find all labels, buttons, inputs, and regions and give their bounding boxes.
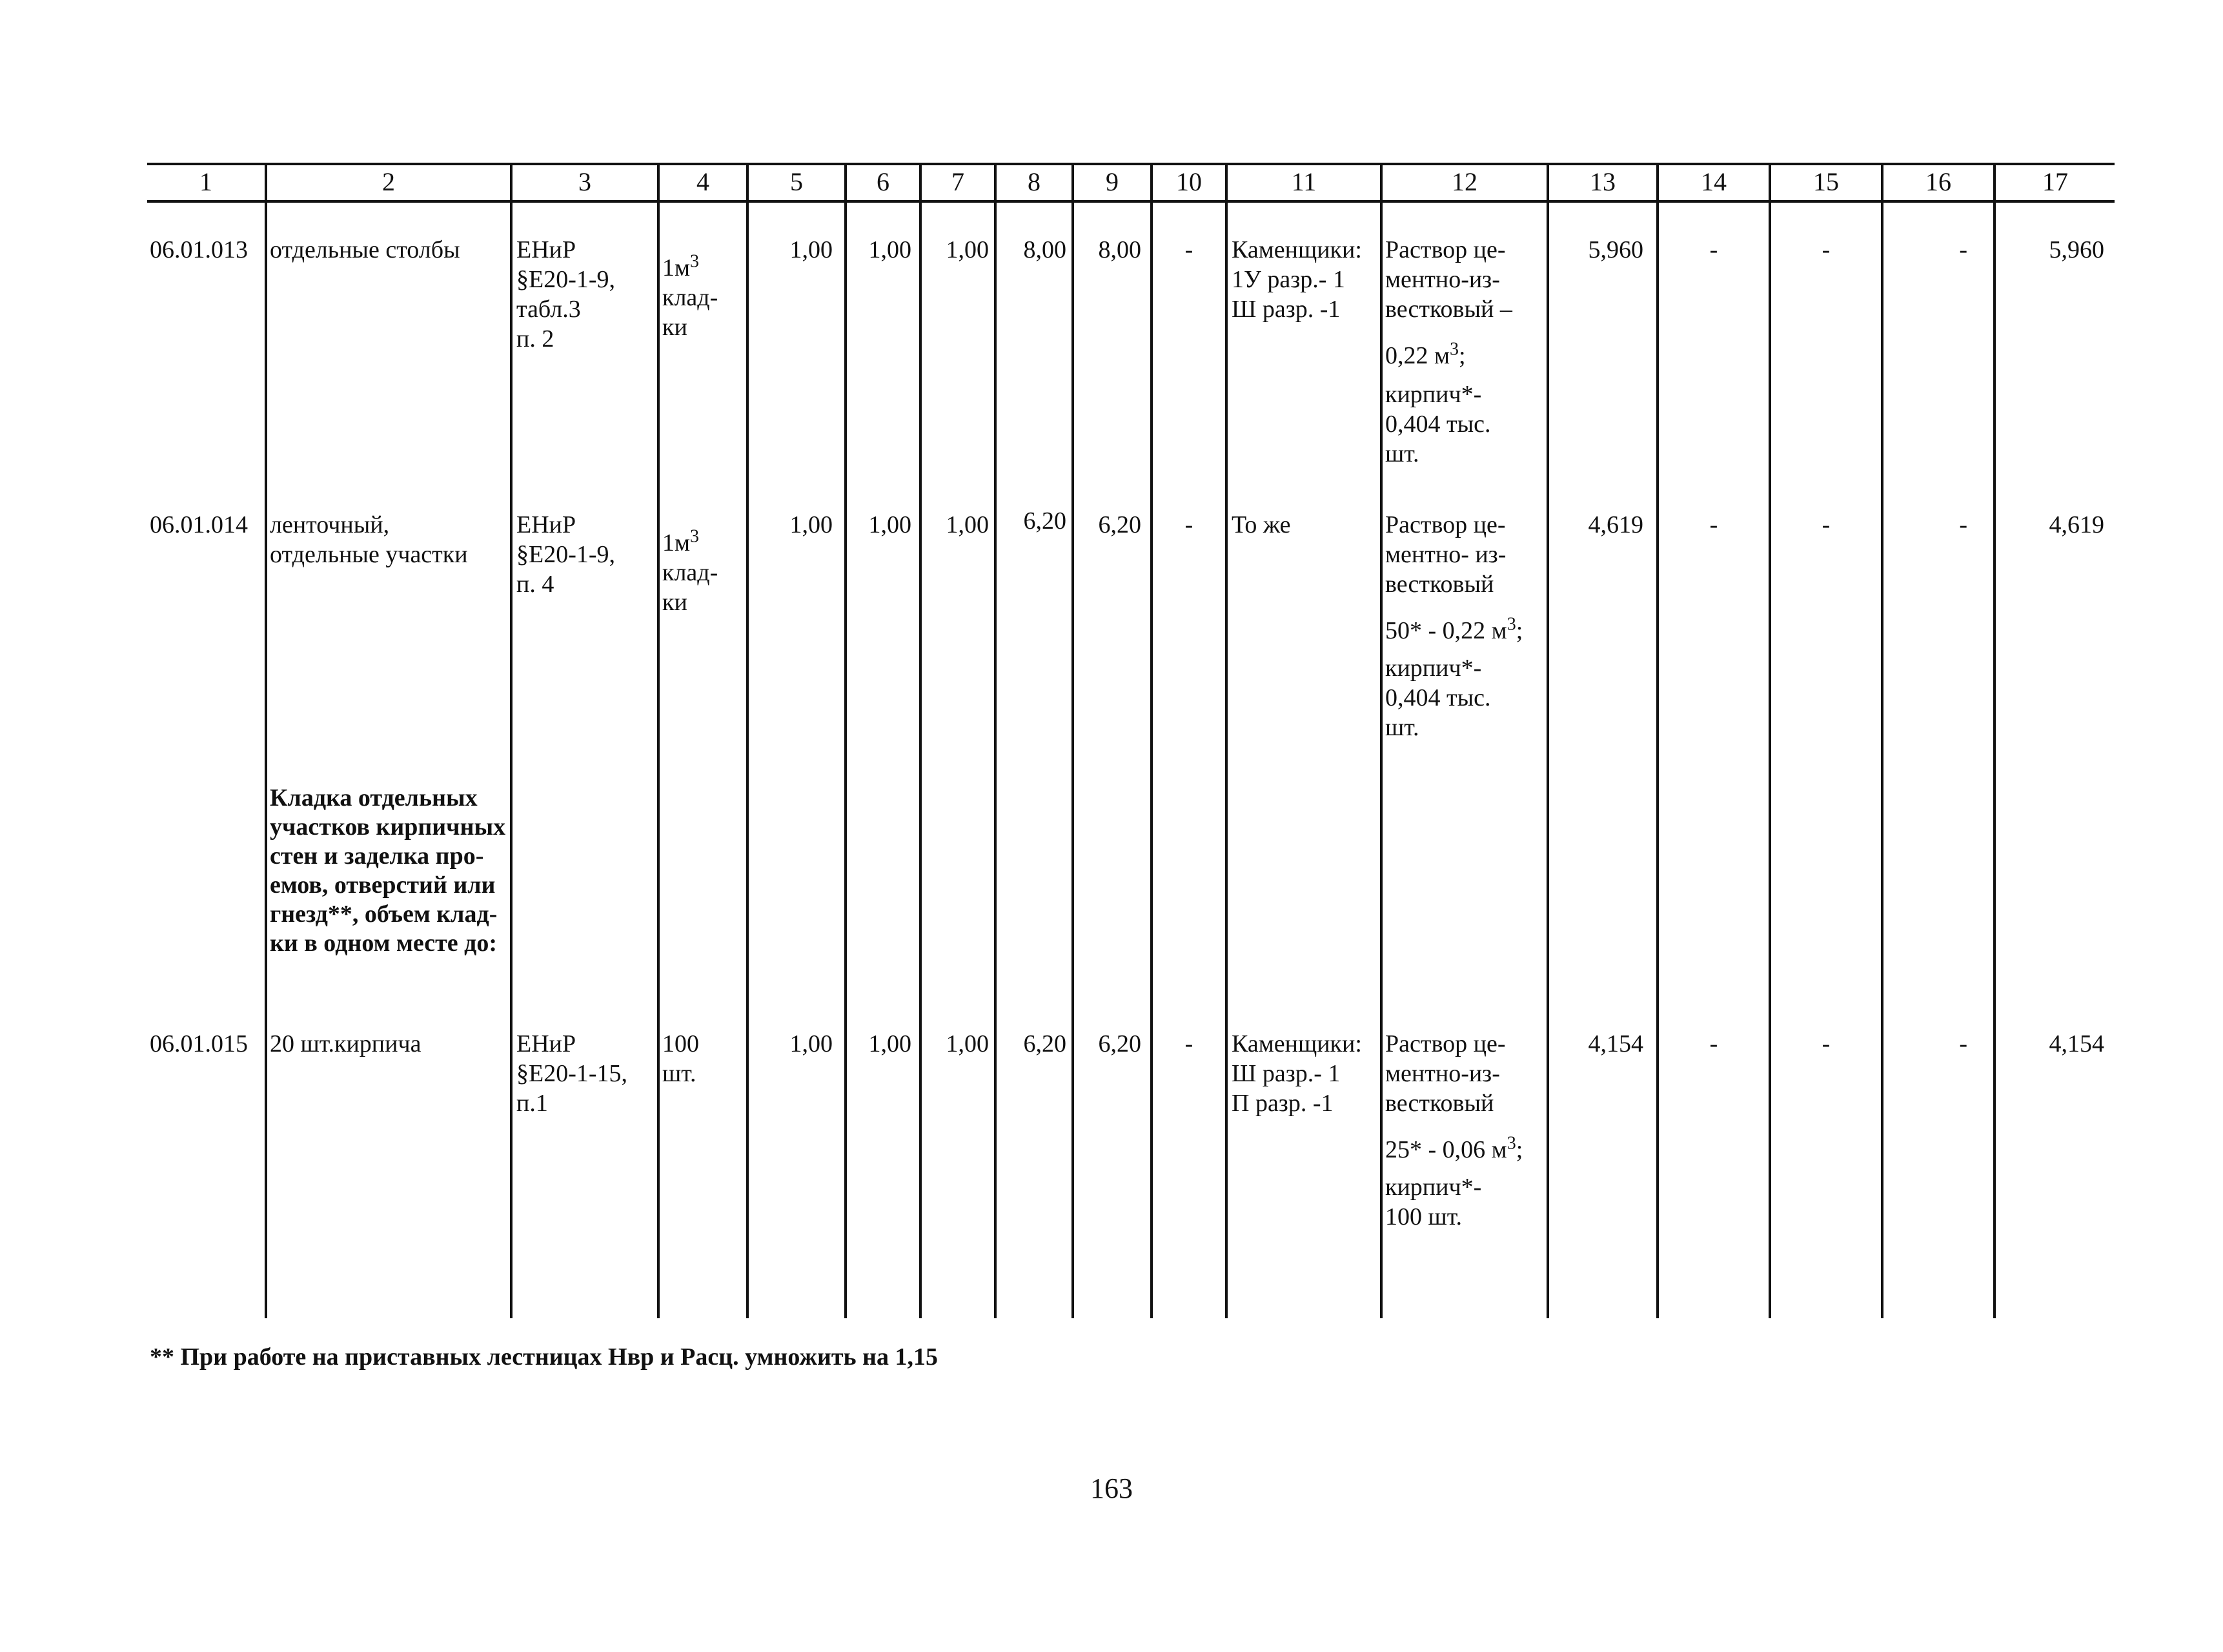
col10-value: -: [1184, 1030, 1193, 1057]
col5-value: 1,00: [789, 1030, 833, 1057]
unit-superscript: 3: [690, 526, 700, 547]
material-tail: ;: [1516, 1136, 1523, 1163]
col-header-7: 7: [951, 167, 964, 196]
col6-value: 1,00: [868, 236, 911, 263]
row-materials-c: кирпич*- 0,404 тыс. шт.: [1385, 655, 1491, 741]
col14-value: -: [1709, 236, 1718, 263]
column-divider: [919, 163, 922, 1318]
col8-value: 6,20: [1023, 507, 1066, 535]
col-header-4: 4: [696, 167, 709, 196]
col7-value: 1,00: [946, 511, 989, 538]
row-materials-b: [1385, 1135, 1547, 1165]
row-reference: ЕНиР §Е20-1-15, п.1: [516, 1030, 628, 1117]
material-superscript: 3: [1450, 339, 1459, 360]
column-divider: [1547, 163, 1549, 1318]
col14-value: -: [1709, 1030, 1718, 1057]
column-divider: [1656, 163, 1659, 1318]
column-divider: [1769, 163, 1771, 1318]
col17-value: 4,154: [2049, 1030, 2104, 1057]
col17-value: 5,960: [2049, 236, 2104, 263]
row-materials-a: Раствор це- ментно-из- вестковый –: [1385, 236, 1512, 323]
unit-superscript: 3: [690, 251, 700, 272]
col-header-11: 11: [1291, 167, 1317, 196]
col6-value: 1,00: [868, 511, 911, 538]
col9-value: 8,00: [1098, 236, 1141, 263]
column-divider: [1993, 163, 1996, 1318]
material-amount: 25* - 0,06 м: [1385, 1136, 1507, 1163]
col16-value: -: [1959, 1030, 1967, 1057]
column-divider: [1380, 163, 1383, 1318]
col-header-10: 10: [1176, 167, 1202, 196]
row-reference: ЕНиР §Е20-1-9, п. 4: [516, 511, 616, 598]
col6-value: 1,00: [868, 1030, 911, 1057]
material-superscript: 3: [1507, 1133, 1516, 1154]
row-unit: 100 шт.: [662, 1030, 699, 1087]
col15-value: -: [1822, 1030, 1831, 1057]
row-materials-c: кирпич*- 100 шт.: [1385, 1174, 1482, 1230]
col-header-14: 14: [1701, 167, 1727, 196]
col9-value: 6,20: [1098, 511, 1141, 538]
column-divider: [994, 163, 997, 1318]
table-top-rule: [147, 163, 2115, 165]
col17-value: 4,619: [2049, 511, 2104, 538]
col-header-2: 2: [382, 167, 395, 196]
column-divider: [265, 163, 267, 1318]
col5-value: 1,00: [789, 236, 833, 263]
column-divider: [746, 163, 749, 1318]
col13-value: 4,154: [1588, 1030, 1643, 1057]
row-name: 20 шт.кирпича: [270, 1030, 421, 1057]
col13-value: 5,960: [1588, 236, 1643, 263]
row-workers: Каменщики: 1У разр.- 1 Ш разр. -1: [1232, 236, 1362, 323]
row-unit: [662, 253, 745, 283]
row-name: отдельные столбы: [270, 236, 460, 263]
row-materials-b: [1385, 341, 1547, 371]
col-header-3: 3: [578, 167, 591, 196]
material-superscript: 3: [1507, 614, 1516, 635]
unit-main: 1м: [662, 529, 691, 556]
row-code: 06.01.015: [150, 1030, 248, 1057]
row-workers: Каменщики: Ш разр.- 1 П разр. -1: [1232, 1030, 1362, 1117]
column-divider: [1225, 163, 1228, 1318]
col8-value: 8,00: [1023, 236, 1066, 263]
col-header-17: 17: [2042, 167, 2068, 196]
col7-value: 1,00: [946, 236, 989, 263]
norms-table: [147, 163, 2115, 1325]
row-name: ленточный, отдельные участки: [270, 511, 468, 568]
col-header-8: 8: [1028, 167, 1040, 196]
col5-value: 1,00: [789, 511, 833, 538]
footnote: ** При работе на приставных лестницах Нвр и Расц. умножить на 1,15: [150, 1343, 939, 1371]
unit-rest: клад- ки: [662, 284, 718, 341]
section-heading: Кладка отдельных участков кирпичных стен и заделка про- емов, отверстий или гнезд**, объем клад- ки в одном месте до:: [270, 784, 506, 957]
material-tail: ;: [1459, 342, 1466, 369]
material-amount: 0,22 м: [1385, 342, 1450, 369]
col16-value: -: [1959, 511, 1967, 538]
header-bottom-rule: [147, 200, 2115, 203]
col13-value: 4,619: [1588, 511, 1643, 538]
col-header-5: 5: [790, 167, 803, 196]
material-tail: ;: [1516, 617, 1523, 644]
col-header-9: 9: [1106, 167, 1119, 196]
col-header-13: 13: [1590, 167, 1616, 196]
row-materials-a: Раствор це- ментно- из- вестковый: [1385, 511, 1507, 598]
col-header-15: 15: [1813, 167, 1839, 196]
row-reference: ЕНиР §Е20-1-9, табл.3 п. 2: [516, 236, 616, 352]
column-divider: [510, 163, 513, 1318]
page-number: 163: [1090, 1473, 1133, 1504]
col7-value: 1,00: [946, 1030, 989, 1057]
col15-value: -: [1822, 236, 1831, 263]
col8-value: 6,20: [1023, 1030, 1066, 1057]
col-header-1: 1: [199, 167, 212, 196]
row-unit: [662, 528, 745, 558]
col16-value: -: [1959, 236, 1967, 263]
column-divider: [1150, 163, 1153, 1318]
col9-value: 6,20: [1098, 1030, 1141, 1057]
column-divider: [657, 163, 660, 1318]
col10-value: -: [1184, 511, 1193, 538]
col-header-6: 6: [877, 167, 889, 196]
row-materials-a: Раствор це- ментно-из- вестковый: [1385, 1030, 1506, 1117]
row-workers: То же: [1232, 511, 1291, 538]
row-materials-c: кирпич*- 0,404 тыс. шт.: [1385, 381, 1491, 467]
col15-value: -: [1822, 511, 1831, 538]
row-code: 06.01.013: [150, 236, 248, 263]
unit-rest: клад- ки: [662, 559, 718, 616]
row-materials-b: [1385, 616, 1547, 646]
column-divider: [844, 163, 847, 1318]
material-amount: 50* - 0,22 м: [1385, 617, 1507, 644]
col10-value: -: [1184, 236, 1193, 263]
column-divider: [1071, 163, 1074, 1318]
column-divider: [1881, 163, 1883, 1318]
col-header-16: 16: [1925, 167, 1951, 196]
col-header-12: 12: [1452, 167, 1477, 196]
unit-main: 1м: [662, 254, 691, 281]
col14-value: -: [1709, 511, 1718, 538]
row-code: 06.01.014: [150, 511, 248, 538]
